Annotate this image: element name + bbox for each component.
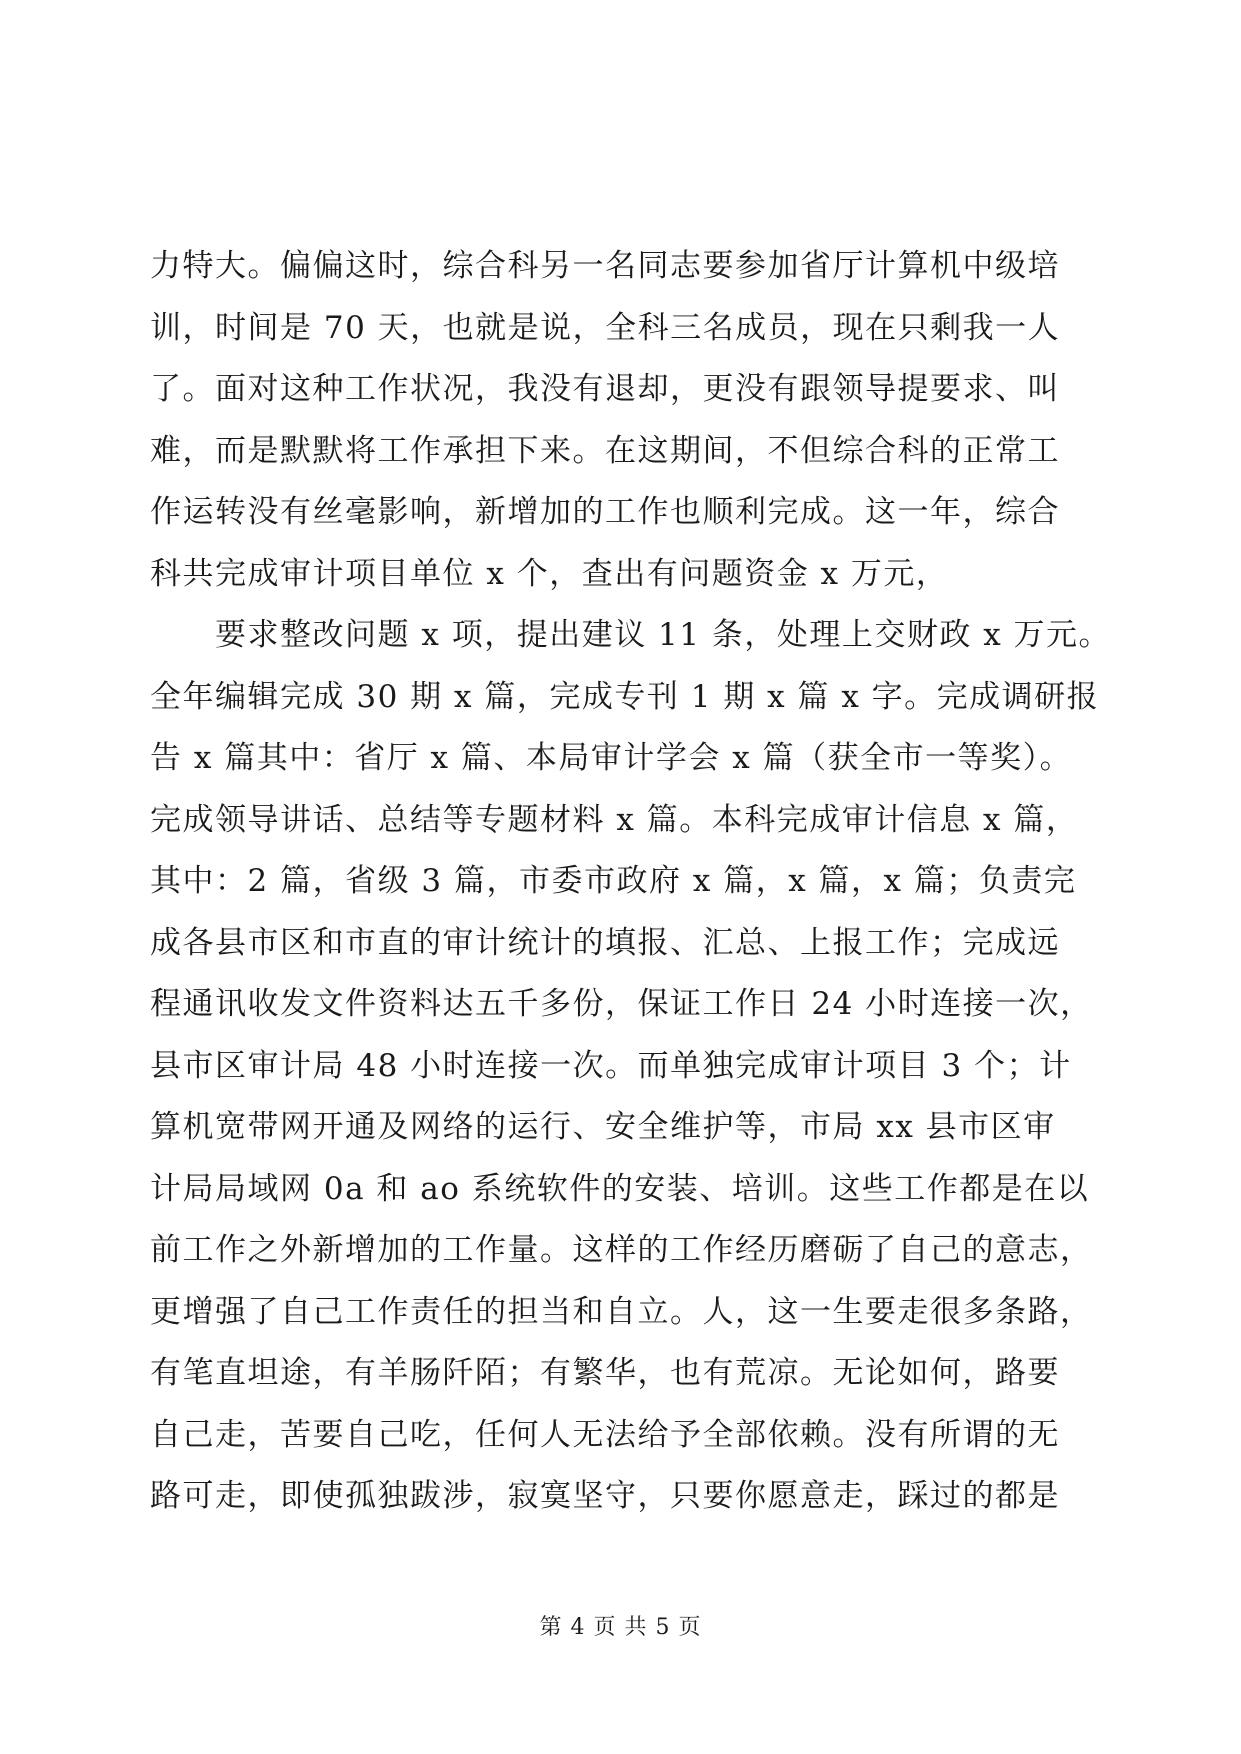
text-line: 科共完成审计项目单位 x 个，查出有问题资金 x 万元， xyxy=(150,555,949,592)
text-line: 要求整改问题 x 项，提出建议 11 条，处理上交财政 x 万元。 xyxy=(150,617,1112,653)
text-line: 更增强了自己工作责任的担当和自立。人，这一生要走很多条路， xyxy=(150,1293,1093,1330)
text-line: 了。面对这种工作状况，我没有退却，更没有跟领导提要求、叫 xyxy=(150,371,1060,407)
text-line: 训，时间是 70 天，也就是说，全科三名成员，现在只剩我一人 xyxy=(150,309,1061,346)
text-line: 计局局域网 0a 和 ao 系统软件的安装、培训。这些工作都是在以 xyxy=(150,1170,1090,1207)
text-line: 作运转没有丝毫影响，新增加的工作也顺利完成。这一年，综合 xyxy=(150,494,1060,530)
text-line: 县市区审计局 48 小时连接一次。而单独完成审计项目 3 个；计 xyxy=(150,1047,1072,1084)
text-line: 路可走，即使孤独跋涉，寂寞坚守，只要你愿意走，踩过的都是 xyxy=(150,1478,1060,1514)
page-footer: 第 4 页 共 5 页 xyxy=(539,1615,702,1640)
text-line: 成各县市区和市直的审计统计的填报、汇总、上报工作；完成远 xyxy=(150,924,1060,961)
text-line: 全年编辑完成 30 期 x 篇，完成专刊 1 期 x 篇 x 字。完成调研报 xyxy=(150,678,1100,715)
text-line: 前工作之外新增加的工作量。这样的工作经历磨砺了自己的意志， xyxy=(150,1232,1093,1268)
text-line: 力特大。偏偏这时，综合科另一名同志要参加省厅计算机中级培 xyxy=(150,248,1060,284)
text-line: 程通讯收发文件资料达五千多份，保证工作日 24 小时连接一次， xyxy=(150,986,1093,1022)
text-line: 其中：2 篇，省级 3 篇，市委市政府 x 篇，x 篇，x 篇；负责完 xyxy=(150,863,1077,899)
text-line: 告 x 篇其中：省厅 x 篇、本局审计学会 x 篇（获全市一等奖）。 xyxy=(150,740,1073,776)
text-line: 自己走，苦要自己吃，任何人无法给予全部依赖。没有所谓的无 xyxy=(150,1416,1060,1453)
text-line: 难，而是默默将工作承担下来。在这期间，不但综合科的正常工 xyxy=(150,432,1060,469)
text-line: 有笔直坦途，有羊肠阡陌；有繁华，也有荒凉。无论如何，路要 xyxy=(150,1355,1060,1391)
text-line: 算机宽带网开通及网络的运行、安全维护等，市局 xx 县市区审 xyxy=(150,1109,1056,1145)
body-text xyxy=(150,236,1112,1528)
text-line: 完成领导讲话、总结等专题材料 x 篇。本科完成审计信息 x 篇， xyxy=(150,801,1079,838)
